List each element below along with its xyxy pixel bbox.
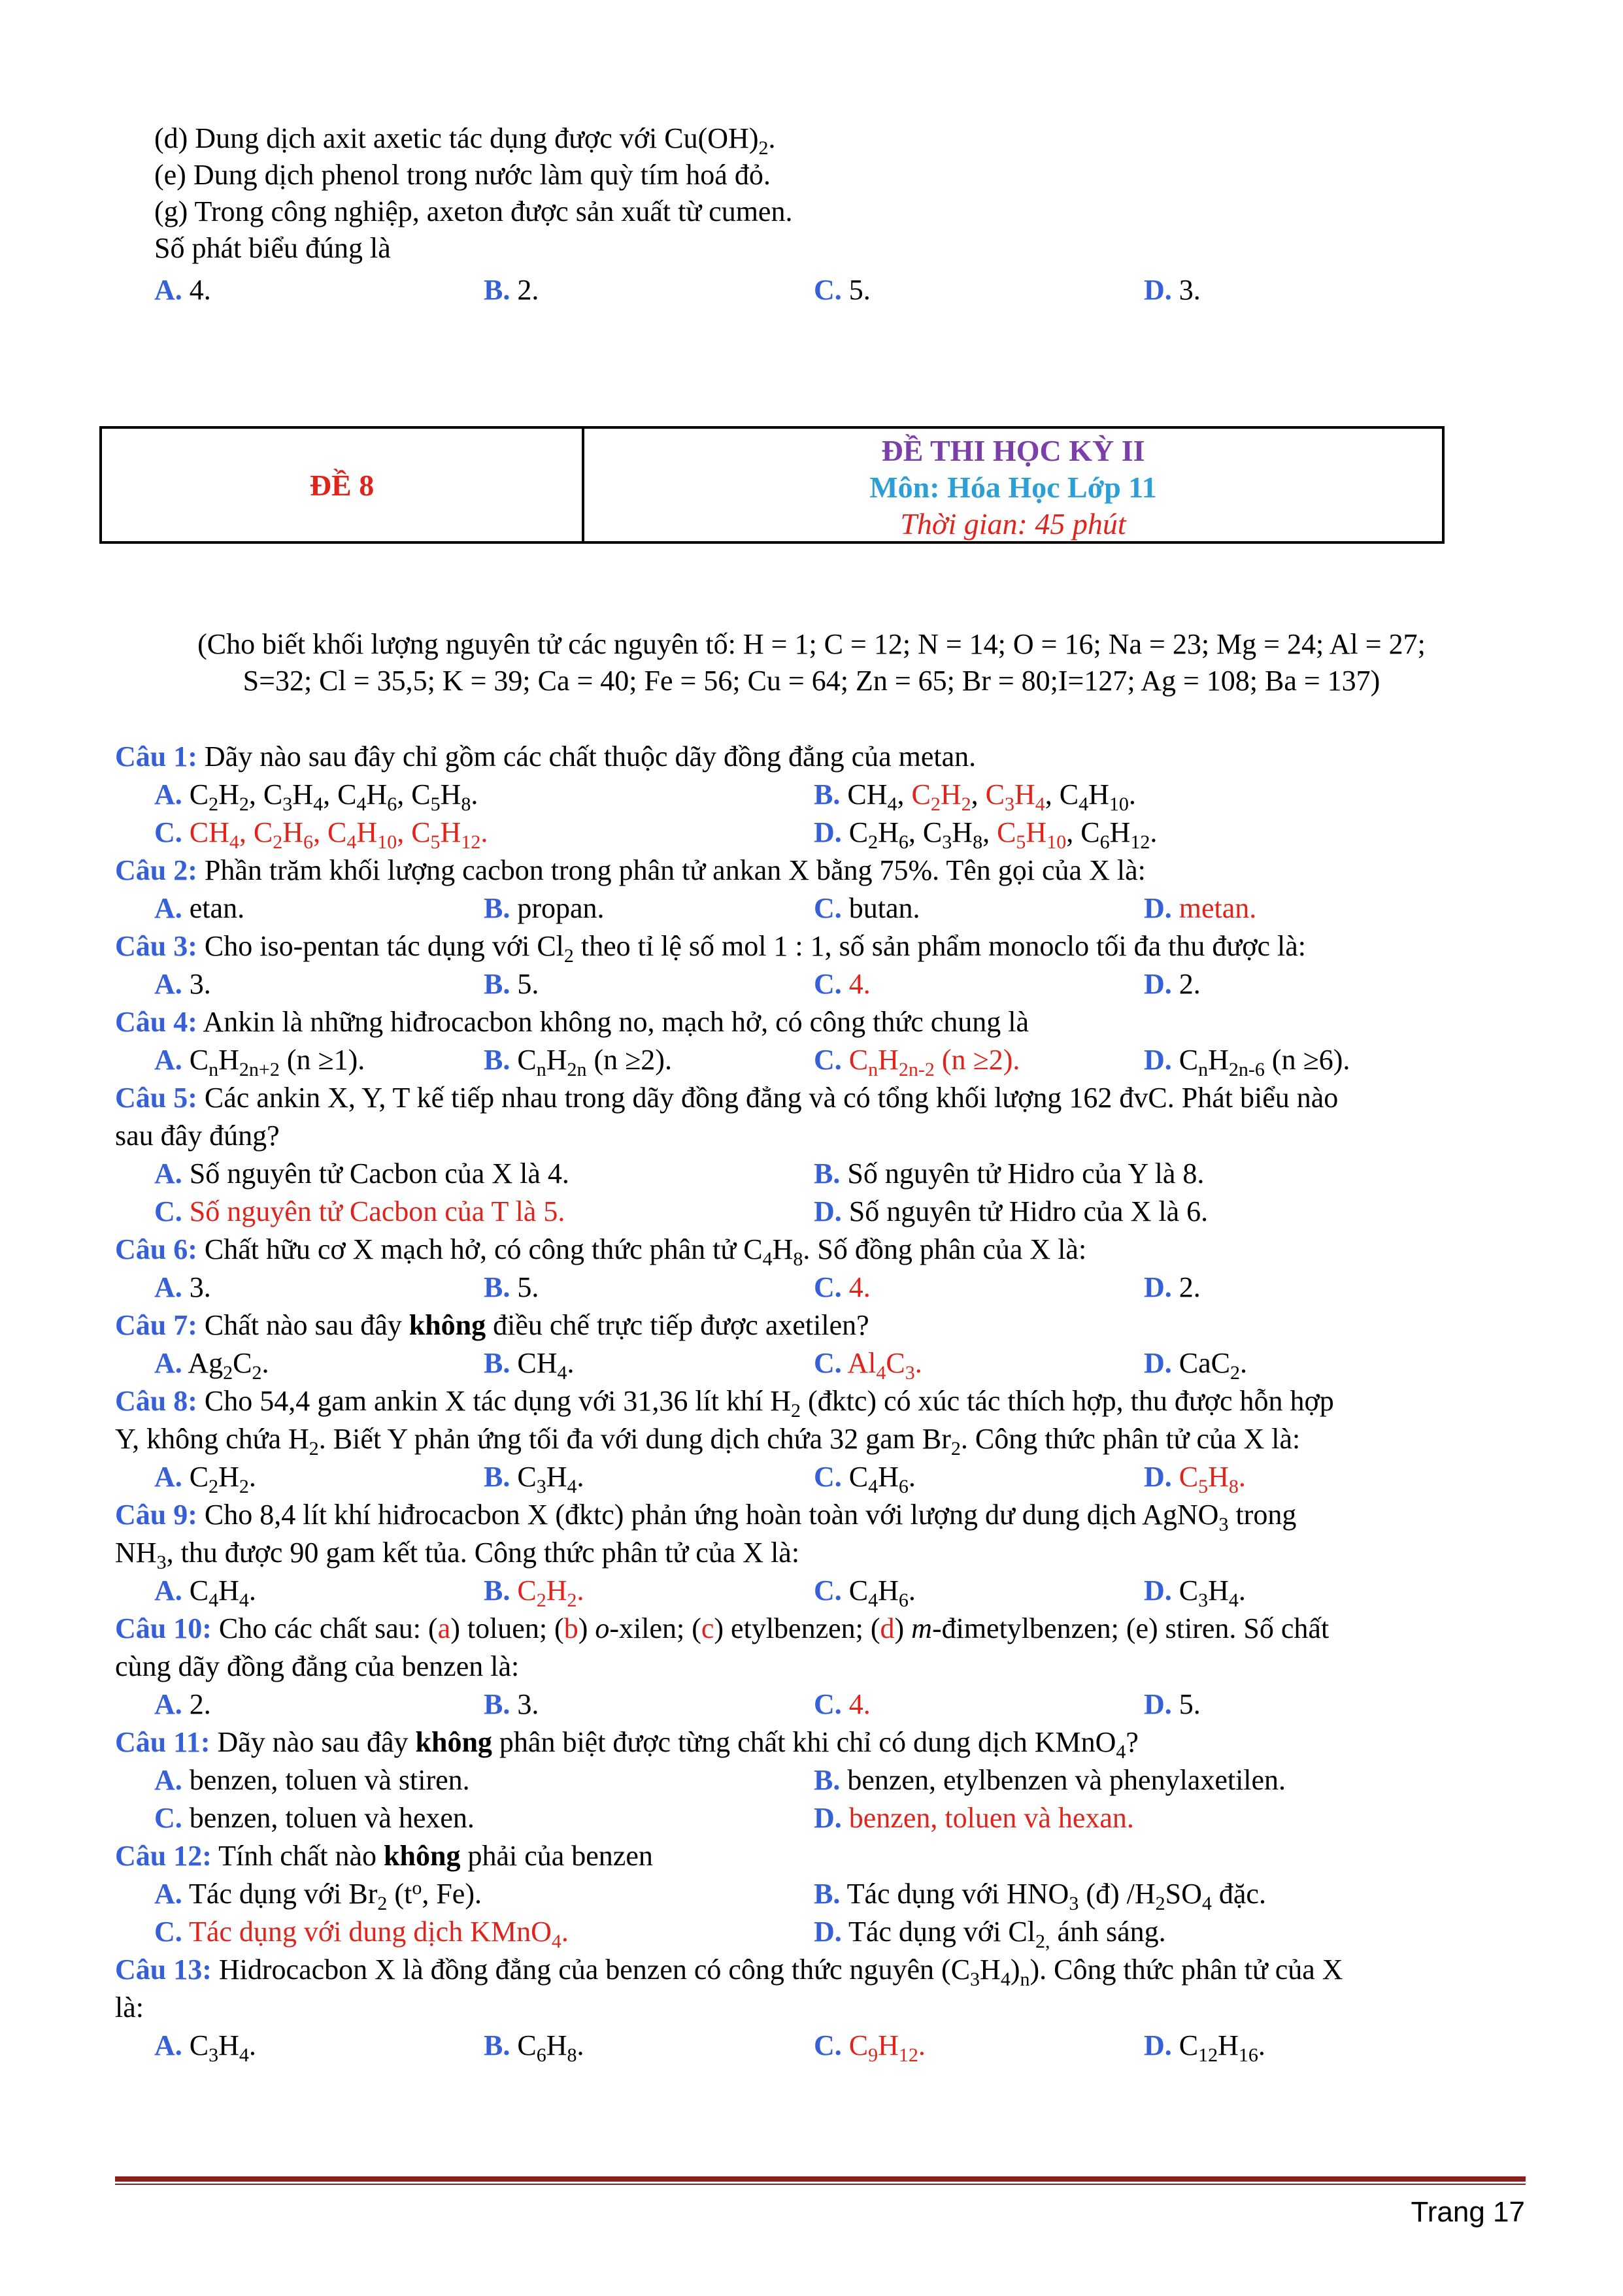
exam-title: ĐỀ THI HỌC KỲ II [881, 434, 1145, 467]
statement-g: (g) Trong công nghiệp, axeton được sản xuất từ cumen. [154, 195, 793, 227]
q13-option-d[interactable]: D. $C_{12}H_{16}$. [1144, 2029, 1265, 2066]
question-3: Câu 3: Cho iso-pentan tác dụng với $Cl_2$ theo tỉ lệ số mol 1 : 1, số sản phẩm monoclo tối đa thu được là: [115, 930, 1306, 967]
q4-option-a[interactable]: A. $C_nH_{2n+2}$ (n ≥1). [154, 1044, 365, 1080]
q2-option-d[interactable]: D. metan. [1144, 892, 1257, 924]
q7-option-a[interactable]: A. $Ag_2C_2$. [154, 1347, 269, 1384]
q1-option-b[interactable]: B. $CH_4$, $C_2H_2$, $C_3H_4$, $C_4H_{10}$. [814, 778, 1136, 815]
q9-option-c[interactable]: C. $C_4H_6$. [814, 1574, 916, 1611]
q1-option-a[interactable]: A. $C_2H_2$, $C_3H_4$, $C_4H_6$, $C_5H_8$. [154, 778, 478, 815]
footer-rule-thin [115, 2184, 1526, 2185]
prev-option-d[interactable]: D. 3. [1144, 274, 1201, 306]
prev-option-b[interactable]: B. 2. [484, 274, 539, 306]
question-8: Câu 8: Cho 54,4 gam ankin X tác dụng với 31,36 lít khí $H_2$ (đktc) có xúc tác thích hợp, thu được hỗn hợp [115, 1385, 1334, 1422]
q8-option-c[interactable]: C. $C_4H_6$. [814, 1461, 916, 1497]
prev-question-ask: Số phát biểu đúng là [154, 232, 391, 264]
q5-option-b[interactable]: B. Số nguyên tử Hidro của Y là 8. [814, 1157, 1205, 1190]
q1-option-c[interactable]: C. $CH_4$, $C_2H_6$, $C_4H_{10}$, $C_5H_{12}$. [154, 816, 488, 853]
q13-option-c[interactable]: C. $C_9H_{12}$. [814, 2029, 926, 2066]
exam-number-cell [102, 429, 584, 541]
q1-option-d[interactable]: D. $C_2H_6$, $C_3H_8$, $C_5H_{10}$, $C_6H_{12}$. [814, 816, 1158, 853]
q4-option-d[interactable]: D. $C_nH_{2n-6}$ (n ≥6). [1144, 1044, 1350, 1080]
q7-option-c[interactable]: C. $Al_4C_3$. [814, 1347, 922, 1384]
q11-option-d[interactable]: D. benzen, toluen và hexan. [814, 1802, 1134, 1834]
exam-time: Thời gian: 45 phút [900, 507, 1126, 541]
question-9-cont: $NH_3$, thu được 90 gam kết tủa. Công thức phân tử của X là: [115, 1537, 800, 1573]
question-9: Câu 9: Cho 8,4 lít khí hiđrocacbon X (đktc) phản ứng hoàn toàn với lượng dư dung dịch AgNO$_3$ trong [115, 1499, 1297, 1535]
q6-option-d[interactable]: D. 2. [1144, 1271, 1201, 1303]
q9-option-a[interactable]: A. $C_4H_4$. [154, 1574, 256, 1611]
q12-option-a[interactable]: A. Tác dụng với $Br_2$ ($t^o$, Fe). [154, 1877, 482, 1914]
exam-header-box [99, 426, 1445, 544]
question-5-cont: sau đây đúng? [115, 1120, 280, 1152]
q10-option-d[interactable]: D. 5. [1144, 1688, 1201, 1720]
question-7: Câu 7: Chất nào sau đây không điều chế trực tiếp được axetilen? [115, 1309, 869, 1341]
q3-option-c[interactable]: C. 4. [814, 968, 871, 1000]
q3-option-d[interactable]: D. 2. [1144, 968, 1201, 1000]
q8-option-d[interactable]: D. $C_5H_8$. [1144, 1461, 1246, 1497]
q12-option-c[interactable]: C. Tác dụng với dung dịch KMnO$_4$. [154, 1916, 569, 1952]
statement-e: (e) Dung dịch phenol trong nước làm quỳ tím hoá đỏ. [154, 159, 771, 191]
q9-option-b[interactable]: B. $C_2H_2$. [484, 1574, 584, 1611]
question-12: Câu 12: Tính chất nào không phải của benzen [115, 1840, 653, 1872]
prev-option-c[interactable]: C. 5. [814, 274, 871, 306]
q5-option-d[interactable]: D. Số nguyên tử Hidro của X là 6. [814, 1195, 1209, 1227]
q4-option-c[interactable]: C. $C_nH_{2n-2}$ (n ≥2). [814, 1044, 1020, 1080]
question-1: Câu 1: Dãy nào sau đây chỉ gồm các chất thuộc dãy đồng đẳng của metan. [115, 740, 977, 773]
exam-number: ĐỀ 8 [309, 468, 375, 502]
q2-option-c[interactable]: C. butan. [814, 892, 920, 924]
q6-option-a[interactable]: A. 3. [154, 1271, 211, 1303]
question-4: Câu 4: Ankin là những hiđrocacbon không no, mạch hở, có công thức chung là [115, 1006, 1029, 1038]
q5-option-a[interactable]: A. Số nguyên tử Cacbon của X là 4. [154, 1157, 569, 1190]
q2-option-b[interactable]: B. propan. [484, 892, 605, 924]
q8-option-a[interactable]: A. $C_2H_2$. [154, 1461, 256, 1497]
question-13: Câu 13: Hidrocacbon X là đồng đẳng của benzen có công thức nguyên $(C_3H_4)_n$). Công thức phân tử của X [115, 1954, 1343, 1990]
q11-option-c[interactable]: C. benzen, toluen và hexen. [154, 1802, 475, 1834]
q10-option-b[interactable]: B. 3. [484, 1688, 539, 1720]
q7-option-d[interactable]: D. CaC$_2$. [1144, 1347, 1248, 1384]
q10-option-c[interactable]: C. 4. [814, 1688, 871, 1720]
q9-option-d[interactable]: D. $C_3H_4$. [1144, 1574, 1246, 1611]
q11-option-a[interactable]: A. benzen, toluen và stiren. [154, 1764, 470, 1796]
q6-option-b[interactable]: B. 5. [484, 1271, 539, 1303]
footer-rule [115, 2176, 1526, 2182]
question-13-cont: là: [115, 1991, 144, 2023]
prev-option-a[interactable]: A. 4. [154, 274, 211, 306]
q6-option-c[interactable]: C. 4. [814, 1271, 871, 1303]
q12-option-d[interactable]: D. Tác dụng với $Cl_{2,}$ ánh sáng. [814, 1916, 1166, 1952]
q3-option-b[interactable]: B. 5. [484, 968, 539, 1000]
question-2: Câu 2: Phần trăm khối lượng cacbon trong phân tử ankan X bằng 75%. Tên gọi của X là: [115, 854, 1146, 886]
q7-option-b[interactable]: B. $CH_4$. [484, 1347, 575, 1384]
question-10: Câu 10: Cho các chất sau: (a) toluen; (b) o-xilen; (c) etylbenzen; (d) m-đimetylbenzen; (e) stiren. Số chất [115, 1612, 1330, 1644]
question-5: Câu 5: Các ankin X, Y, T kế tiếp nhau trong dãy đồng đẳng và có tổng khối lượng 162 đvC. Phát biểu nào [115, 1082, 1339, 1114]
atomic-mass-line-1: (Cho biết khối lượng nguyên tử các nguyên tố: H = 1; C = 12; N = 14; O = 16; Na = 23; Mg = 24; Al = 27; [197, 628, 1426, 660]
q2-option-a[interactable]: A. etan. [154, 892, 245, 924]
question-6: Câu 6: Chất hữu cơ X mạch hở, có công thức phân tử $C_4H_8$. Số đồng phân của X là: [115, 1233, 1087, 1270]
statement-d: (d) Dung dịch axit axetic tác dụng được với $Cu(OH)_2$. [154, 122, 776, 159]
atomic-mass-line-2: S=32; Cl = 35,5; K = 39; Ca = 40; Fe = 56; Cu = 64; Zn = 65; Br = 80;I=127; Ag = 108; Ba = 137) [243, 665, 1380, 697]
exam-subject: Môn: Hóa Học Lớp 11 [869, 471, 1157, 504]
q11-option-b[interactable]: B. benzen, etylbenzen và phenylaxetilen. [814, 1764, 1286, 1796]
q10-option-a[interactable]: A. 2. [154, 1688, 211, 1720]
q13-option-a[interactable]: A. $C_3H_4$. [154, 2029, 256, 2066]
question-11: Câu 11: Dãy nào sau đây không phân biệt được từng chất khi chỉ có dung dịch KMnO$_4$? [115, 1726, 1139, 1763]
q3-option-a[interactable]: A. 3. [154, 968, 211, 1000]
q5-option-c[interactable]: C. Số nguyên tử Cacbon của T là 5. [154, 1195, 565, 1227]
exam-title-cell [584, 429, 1442, 541]
q8-option-b[interactable]: B. $C_3H_4$. [484, 1461, 584, 1497]
q12-option-b[interactable]: B. Tác dụng với $HNO_3$ (đ) $/H_2SO_4$ đặc. [814, 1878, 1266, 1914]
q13-option-b[interactable]: B. $C_6H_8$. [484, 2029, 584, 2066]
question-10-cont: cùng dãy đồng đẳng của benzen là: [115, 1650, 520, 1682]
question-8-cont: Y, không chứa $H_2$. Biết Y phản ứng tối đa với dung dịch chứa 32 gam $Br_2$. Công thức phân tử của X là: [115, 1423, 1301, 1459]
page-number: Trang 17 [1411, 2196, 1525, 2228]
q4-option-b[interactable]: B. $C_nH_{2n}$ (n ≥2). [484, 1044, 672, 1080]
